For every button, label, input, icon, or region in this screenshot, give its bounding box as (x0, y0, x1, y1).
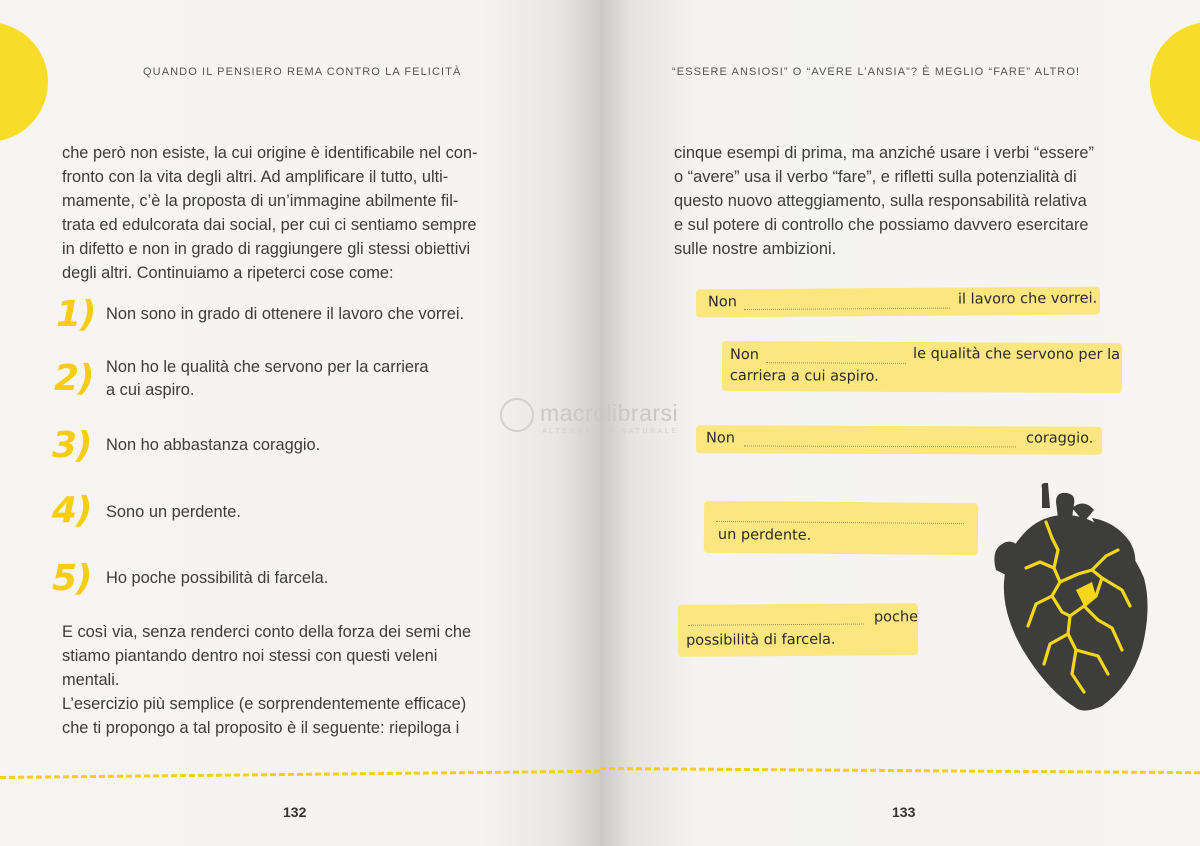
page-number: 132 (283, 804, 307, 820)
text-line: mamente, c’è la proposta di un’immagine abilmente fil- (62, 192, 459, 210)
text-line: a cui aspiro. (106, 381, 195, 399)
text-line: trata ed edulcorata dai social, per cui ci sentiamo sempre (62, 216, 477, 234)
list-number: 4) (52, 490, 92, 531)
fill-line (716, 521, 964, 524)
exercise-field-4[interactable] (704, 501, 978, 555)
exercise-field-1[interactable] (696, 287, 1100, 318)
exercise-end: coraggio. (1025, 430, 1094, 447)
exercise-end: il lavoro che vorrei. (957, 290, 1098, 308)
text-line: degli altri. Continuiamo a ripeterci cose come: (62, 264, 394, 282)
yellow-corner-blob (1150, 22, 1200, 142)
text-line: che ti propongo a tal proposito è il seguente: riepiloga i (62, 719, 460, 737)
dashed-divider (600, 767, 1200, 774)
page-number: 133 (892, 804, 916, 820)
text-line: mentali. (62, 671, 120, 689)
list-number: 5) (52, 558, 92, 599)
exercise-field-3[interactable] (696, 425, 1102, 454)
running-head: QUANDO IL PENSIERO REMA CONTRO LA FELICITÀ (143, 66, 462, 78)
list-item-text: Non ho abbastanza coraggio. (106, 436, 321, 454)
text-line: e sul potere di controllo che possiamo davvero esercitare (674, 216, 1089, 234)
list-number: 3) (52, 425, 92, 466)
fill-line (766, 362, 906, 364)
text-line: E così via, senza renderci conto della forza dei semi che (62, 623, 472, 641)
exercise-start: Non (705, 430, 735, 447)
fill-line (744, 308, 950, 310)
fill-line (744, 445, 1016, 447)
exercise-field-2[interactable] (722, 341, 1122, 393)
list-item-text: Ho poche possibilità di farcela. (106, 569, 329, 587)
exercise-field-5[interactable] (678, 603, 918, 657)
text-line: questo nuovo atteggiamento, sulla responsabilità relativa (674, 192, 1087, 210)
right-page (600, 0, 1200, 846)
exercise-start: Non (730, 346, 760, 364)
exercise-line2: un perdente. (717, 526, 812, 544)
exercise-line2: carriera a cui aspiro. (729, 367, 879, 385)
yellow-corner-blob (0, 22, 48, 142)
running-head: “ESSERE ANSIOSI” O “AVERE L’ANSIA”? È MEGLIO “FARE” ALTRO! (672, 66, 1081, 78)
text-line: L’esercizio più semplice (e sorprendentemente efficace) (62, 695, 467, 713)
exercise-line2: possibilità di farcela. (686, 631, 836, 649)
watermark (500, 398, 679, 435)
watermark-brand: macrolibrarsi (540, 400, 679, 427)
cracked-heart-illustration (980, 478, 1180, 718)
list-number: 2) (54, 358, 94, 399)
list-item-text: Sono un perdente. (106, 503, 241, 521)
outro-paragraph (62, 620, 526, 740)
text-line: in difetto e non in grado di raggiungere gli stessi obiettivi (62, 240, 471, 258)
text-line: che però non esiste, la cui origine è identificabile nel con- (62, 144, 478, 162)
leaf-logo-icon (500, 398, 534, 432)
list-item-text (106, 356, 429, 402)
list-number: 1) (56, 294, 96, 335)
exercise-end: poche (873, 609, 919, 626)
text-line: stiamo piantando dentro noi stessi con questi veleni (62, 647, 438, 665)
text-line: Non ho le qualità che servono per la carriera (106, 358, 429, 376)
exercise-end: le qualità che servono per la (913, 345, 1121, 364)
exercise-start: Non (707, 294, 737, 311)
intro-paragraph (674, 141, 1136, 261)
fill-line (688, 624, 864, 626)
text-line: o “avere” usa il verbo “fare”, e rifletti sulla potenzialità di (674, 168, 1077, 186)
list-item-text: Non sono in grado di ottenere il lavoro che vorrei. (106, 305, 465, 323)
intro-paragraph (62, 141, 526, 285)
text-line: cinque esempi di prima, ma anziché usare i verbi “essere” (674, 144, 1094, 162)
text-line: sulle nostre ambizioni. (674, 240, 837, 258)
dashed-divider (0, 770, 600, 779)
watermark-tagline: ALTERNATIVA NATURALE (542, 428, 679, 435)
text-line: fronto con la vita degli altri. Ad amplificare il tutto, ulti- (62, 168, 449, 186)
